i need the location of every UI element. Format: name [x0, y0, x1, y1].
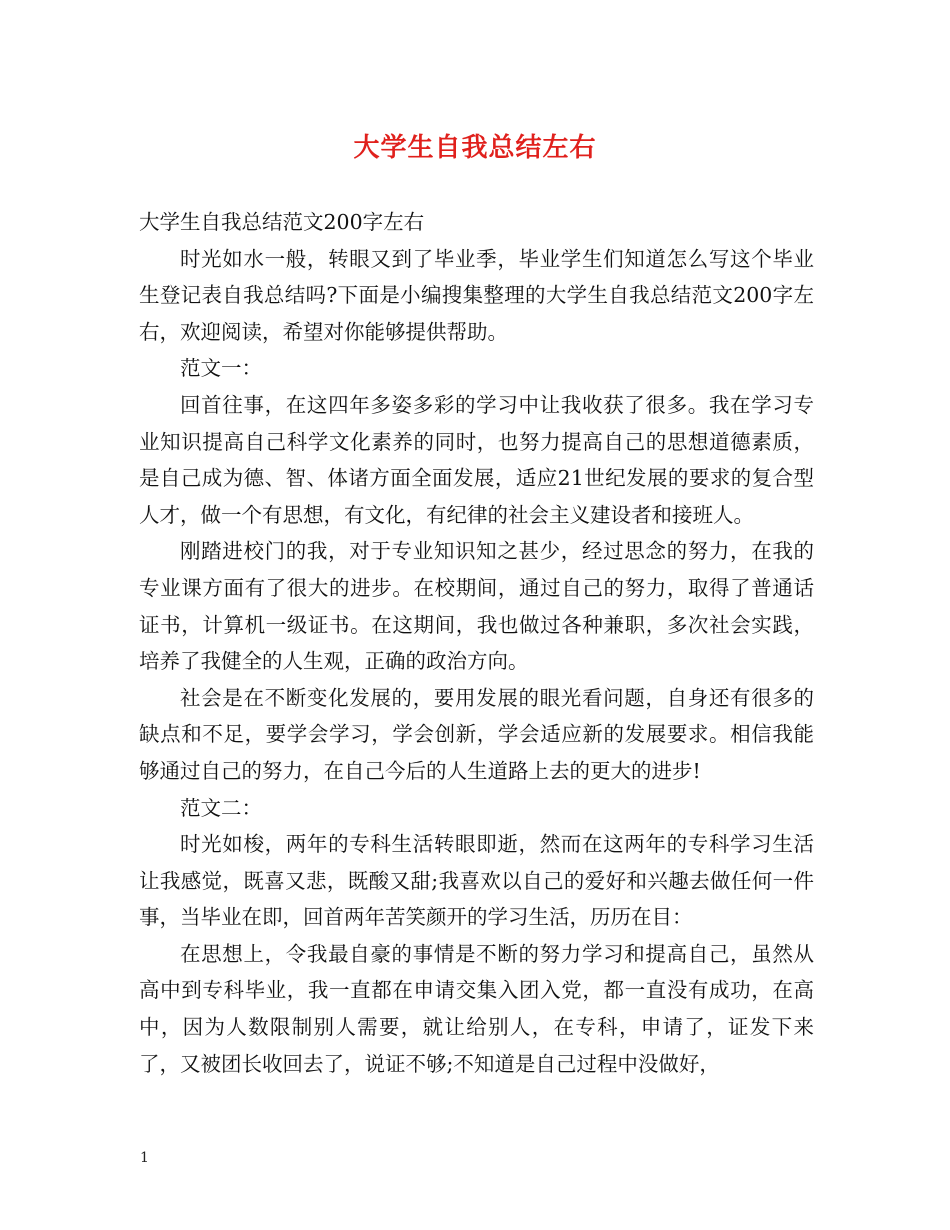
document-title: 大学生自我总结左右	[353, 133, 597, 163]
body-paragraph: 社会是在不断变化发展的，要用发展的眼光看问题，自身还有很多的缺点和不足，要学会学习，学会创新，学会适应新的发展要求。相信我能够通过自己的努力，在自己今后的人生道路上去的更大的进步!	[139, 685, 814, 783]
body-paragraph: 刚踏进校门的我，对于专业知识知之甚少，经过思念的努力，在我的专业课方面有了很大的进步。在校期间，通过自己的努力，取得了普通话证书，计算机一级证书。在这期间，我也做过各种兼职，多次社会实践，培养了我健全的人生观，正确的政治方向。	[139, 539, 814, 674]
page-number: 1	[140, 1150, 149, 1166]
subtitle-paragraph: 大学生自我总结范文200字左右	[139, 210, 425, 234]
body-paragraph: 在思想上，令我最自豪的事情是不断的努力学习和提高自己，虽然从高中到专科毕业，我一直都在申请交集入团入党，都一直没有成功，在高中，因为人数限制别人需要，就让给别人，在专科，申请了，证发下来了，又被团长收回去了，说证不够;不知道是自己过程中没做好，	[139, 941, 814, 1076]
intro-paragraph: 时光如水一般，转眼又到了毕业季，毕业学生们知道怎么写这个毕业生登记表自我总结吗?下面是小编搜集整理的大学生自我总结范文200字左右，欢迎阅读，希望对你能够提供帮助。	[139, 246, 814, 344]
body-paragraph: 时光如梭，两年的专科生活转眼即逝，然而在这两年的专科学习生活让我感觉，既喜又悲，既酸又甜;我喜欢以自己的爱好和兴趣去做任何一件事，当毕业在即，回首两年苦笑颜开的学习生活，历历在目：	[139, 832, 814, 930]
body-paragraph: 回首往事，在这四年多姿多彩的学习中让我收获了很多。我在学习专业知识提高自己科学文化素养的同时，也努力提高自己的思想道德素质，是自己成为德、智、体诸方面全面发展，适应21世纪发展的要求的复合型人才，做一个有思想，有文化，有纪律的社会主义建设者和接班人。	[139, 392, 814, 527]
document-body	[139, 204, 814, 1082]
section-heading-sample-one: 范文一：	[180, 356, 262, 381]
section-heading-sample-two: 范文二：	[180, 795, 262, 820]
